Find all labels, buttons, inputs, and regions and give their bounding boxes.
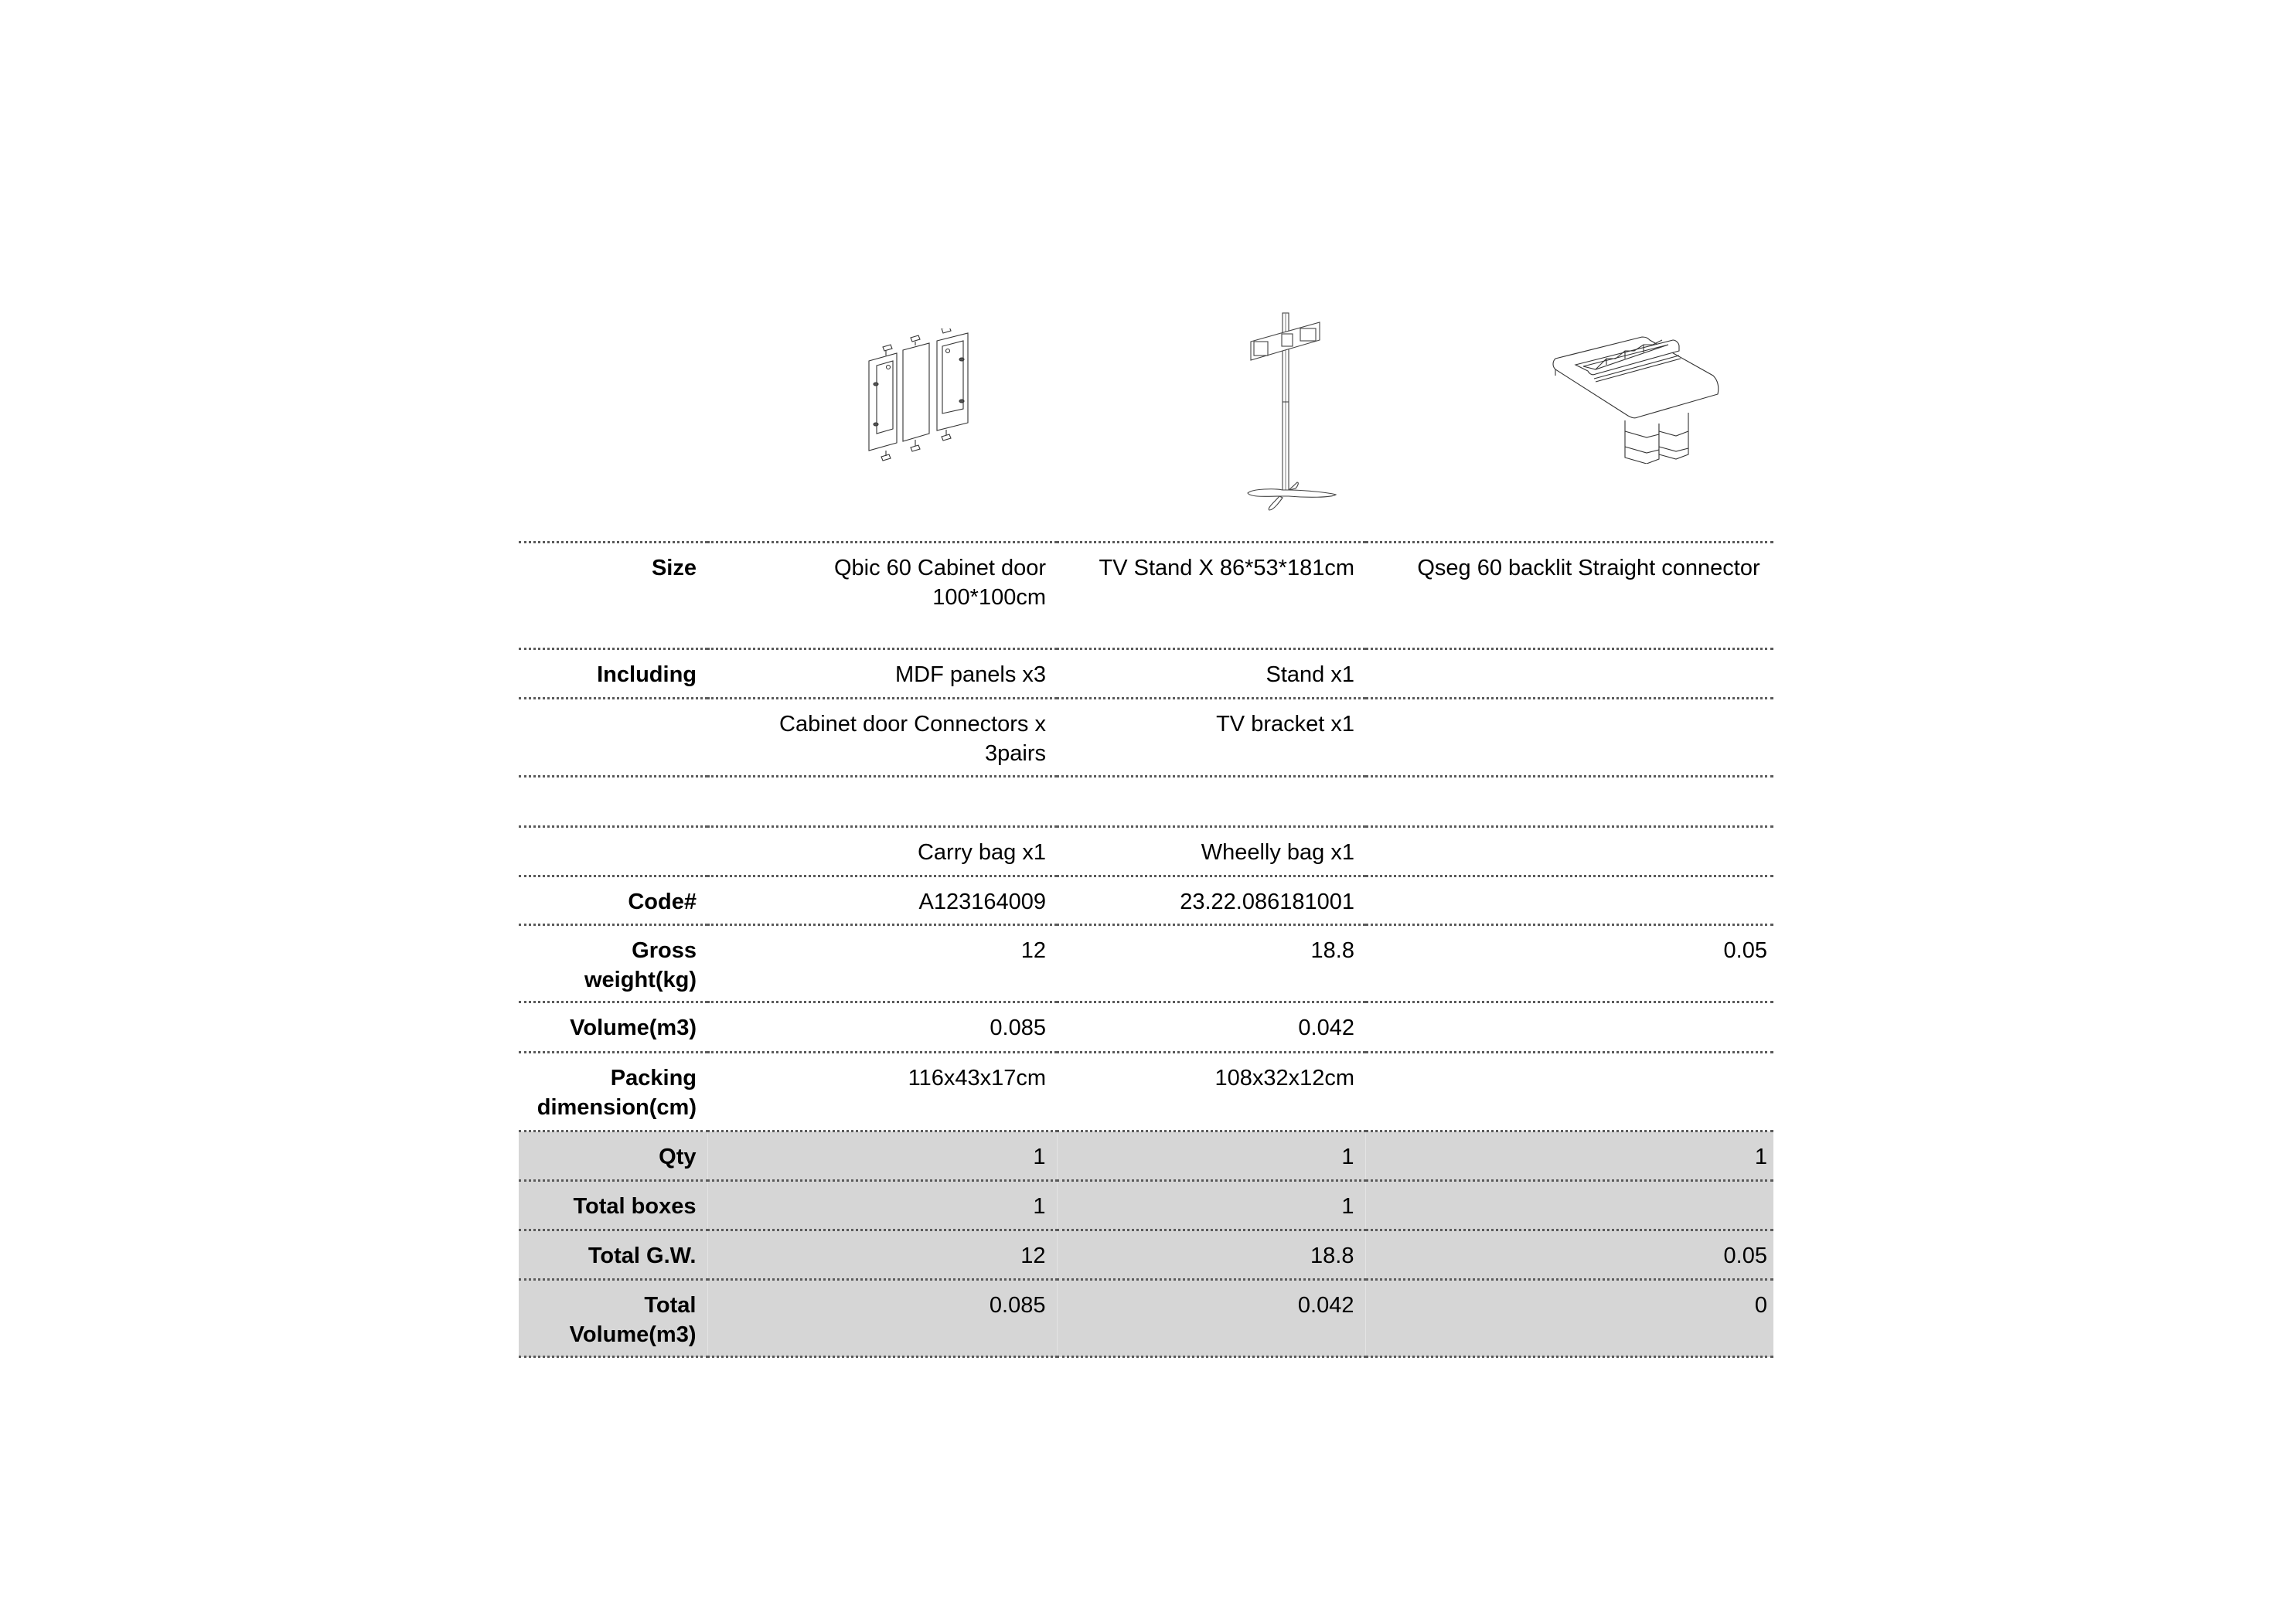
row-label: Code# <box>628 890 697 914</box>
row-including-3 <box>519 777 1773 827</box>
cell-cabinet-door: Carry bag x1 <box>917 840 1046 865</box>
cell-connector: 1 <box>1365 1131 1773 1181</box>
row-total-boxes <box>519 1181 1773 1230</box>
straight-connector-image <box>1551 335 1719 464</box>
cell-cabinet-door <box>707 777 1057 827</box>
cell-connector <box>1365 649 1773 699</box>
tv-stand-image <box>1245 311 1341 512</box>
cell-tv-stand <box>1057 777 1365 827</box>
cell-cabinet-door: Cabinet door Connectors x 3pairs <box>779 712 1046 766</box>
row-label: Size <box>651 556 697 580</box>
cell-connector <box>1365 1181 1773 1230</box>
cell-tv-stand: Wheelly bag x1 <box>1201 840 1354 865</box>
cell-tv-stand: 0.042 <box>1057 1280 1365 1357</box>
cell-cabinet-door: 1 <box>707 1181 1057 1230</box>
row-including <box>519 649 1773 699</box>
cabinet-door-panels-icon <box>864 328 973 468</box>
row-label: Packing dimension(cm) <box>537 1066 697 1120</box>
cell-tv-stand: 1 <box>1057 1131 1365 1181</box>
row-total-gw <box>519 1230 1773 1280</box>
cell-cabinet-door: 0.085 <box>707 1280 1057 1357</box>
row-label: Total G.W. <box>519 1230 707 1280</box>
cell-tv-stand: TV Stand X 86*53*181cm <box>1099 556 1354 580</box>
row-size <box>519 543 1773 649</box>
cell-tv-stand: TV bracket x1 <box>1216 712 1354 737</box>
row-gross-weight <box>519 925 1773 1002</box>
row-total-volume <box>519 1280 1773 1357</box>
cell-tv-stand: Stand x1 <box>1266 662 1354 687</box>
row-volume <box>519 1002 1773 1053</box>
cell-connector: Qseg 60 backlit Straight connector <box>1417 556 1760 580</box>
cell-cabinet-door: 116x43x17cm <box>908 1066 1046 1091</box>
cell-connector: 0 <box>1365 1280 1773 1357</box>
cell-tv-stand: 18.8 <box>1057 1230 1365 1280</box>
row-label: Volume(m3) <box>570 1016 697 1040</box>
row-packing-dimension <box>519 1053 1773 1131</box>
cell-cabinet-door: 12 <box>1020 938 1046 963</box>
cell-connector <box>1365 1053 1773 1131</box>
cell-tv-stand: 1 <box>1057 1181 1365 1230</box>
cell-cabinet-door: 12 <box>707 1230 1057 1280</box>
row-label: Total Volume(m3) <box>519 1280 707 1357</box>
row-including-4 <box>519 827 1773 876</box>
row-label <box>519 827 707 876</box>
straight-connector-icon <box>1551 335 1719 464</box>
row-label: Total boxes <box>519 1181 707 1230</box>
row-label: Including <box>597 662 697 687</box>
cabinet-door-panels-image <box>864 328 973 468</box>
cell-tv-stand: 23.22.086181001 <box>1180 890 1354 914</box>
tv-stand-icon <box>1245 311 1341 512</box>
cell-tv-stand: 108x32x12cm <box>1214 1066 1354 1091</box>
cell-connector <box>1365 876 1773 925</box>
row-label: Gross weight(kg) <box>584 938 697 992</box>
row-label: Qty <box>519 1131 707 1181</box>
row-code <box>519 876 1773 925</box>
cell-cabinet-door: 0.085 <box>990 1016 1046 1040</box>
cell-connector: 0.05 <box>1365 1230 1773 1280</box>
cell-cabinet-door: Qbic 60 Cabinet door 100*100cm <box>833 556 1046 610</box>
cell-tv-stand: 18.8 <box>1310 938 1354 963</box>
cell-connector: 0.05 <box>1723 938 1767 963</box>
cell-cabinet-door: MDF panels x3 <box>894 662 1046 687</box>
row-including-2 <box>519 699 1773 777</box>
cell-tv-stand: 0.042 <box>1298 1016 1354 1040</box>
cell-cabinet-door: A123164009 <box>918 890 1046 914</box>
cell-connector <box>1365 1002 1773 1053</box>
row-label <box>519 699 707 777</box>
cell-connector <box>1365 827 1773 876</box>
row-label <box>519 777 707 827</box>
row-qty <box>519 1131 1773 1181</box>
packing-spec-table <box>519 541 1773 1358</box>
cell-connector <box>1365 699 1773 777</box>
cell-connector <box>1365 777 1773 827</box>
cell-cabinet-door: 1 <box>707 1131 1057 1181</box>
